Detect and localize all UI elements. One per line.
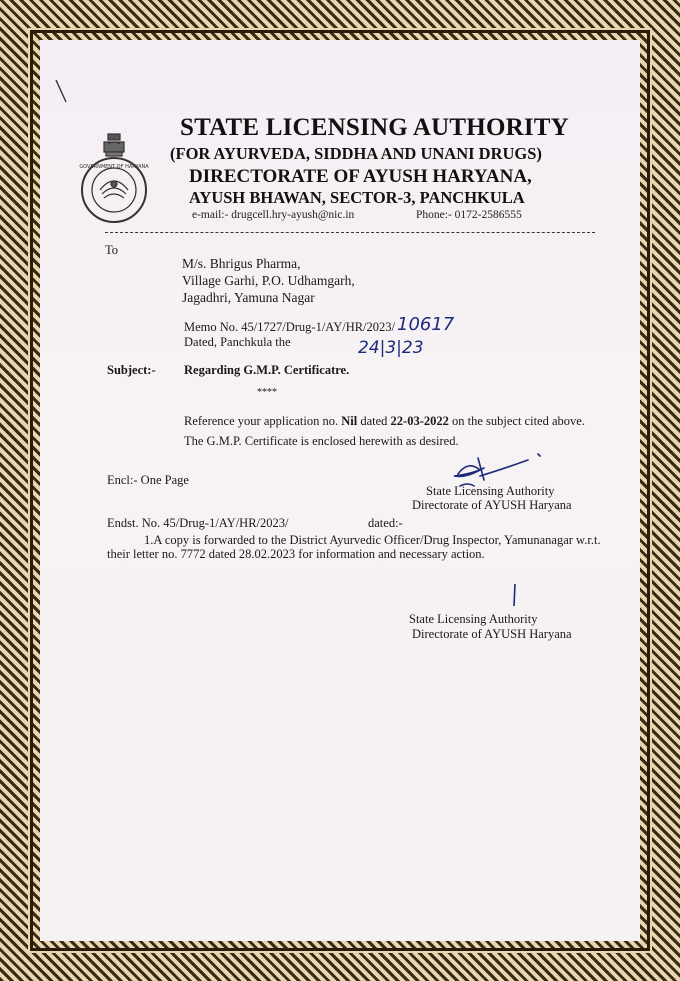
handwritten-mark xyxy=(510,582,520,608)
letterhead-email: e-mail:- drugcell.hry-ayush@nic.in xyxy=(192,209,355,221)
subject-label: Subject:- xyxy=(107,363,156,377)
signatory-title-1: State Licensing Authority xyxy=(426,484,555,498)
letterhead-address: AYUSH BHAWAN, SECTOR-3, PANCHKULA xyxy=(189,188,525,207)
copy-forward-line-1: 1.A copy is forwarded to the District Ayurvedic Officer/Drug Inspector, Yamunanagar w.r.t. xyxy=(144,533,601,547)
separator-stars: **** xyxy=(257,387,277,398)
signatory-office-1: Directorate of AYUSH Haryana xyxy=(412,498,572,512)
endorsement-dated: dated:- xyxy=(368,516,403,530)
signatory-title-2: State Licensing Authority xyxy=(409,612,538,626)
letterhead-subtitle: (FOR AYURVEDA, SIDDHA AND UNANI DRUGS) xyxy=(170,144,542,163)
dated-label: Dated, Panchkula the xyxy=(184,335,291,349)
copy-forward-line-2: their letter no. 7772 dated 28.02.2023 for information and necessary action. xyxy=(107,547,485,561)
memo-handwritten-number: 10617 xyxy=(397,314,455,335)
to-label: To xyxy=(105,243,119,257)
handwritten-date: 24|3|23 xyxy=(358,338,424,358)
recipient-line-3: Jagadhri, Yamuna Nagar xyxy=(182,290,315,305)
recipient-line-2: Village Garhi, P.O. Udhamgarh, xyxy=(182,273,355,288)
letterhead-title: STATE LICENSING AUTHORITY xyxy=(180,114,569,141)
signatory-office-2: Directorate of AYUSH Haryana xyxy=(412,627,572,641)
letterhead-directorate: DIRECTORATE OF AYUSH HARYANA, xyxy=(189,166,532,187)
haryana-government-seal-icon xyxy=(78,132,150,228)
memo-number: Memo No. 45/1727/Drug-1/AY/HR/2023/ xyxy=(184,320,395,334)
pen-stroke-mark xyxy=(54,78,68,104)
letterhead-phone: Phone:- 0172-2586555 xyxy=(416,209,522,221)
enclosure-note: Encl:- One Page xyxy=(107,473,189,487)
recipient-line-1: M/s. Bhrigus Pharma, xyxy=(182,256,301,271)
subject-text: Regarding G.M.P. Certificatre. xyxy=(184,363,350,377)
endorsement-number: Endst. No. 45/Drug-1/AY/HR/2023/ xyxy=(107,516,289,530)
enclosed-statement: The G.M.P. Certificate is enclosed herewith as desired. xyxy=(184,434,459,448)
header-divider xyxy=(105,232,595,233)
seal-ring-text: GOVERNMENT OF HARYANA xyxy=(79,164,149,170)
reference-paragraph: Reference your application no. Nil dated 22-03-2022 on the subject cited above. xyxy=(184,414,585,428)
